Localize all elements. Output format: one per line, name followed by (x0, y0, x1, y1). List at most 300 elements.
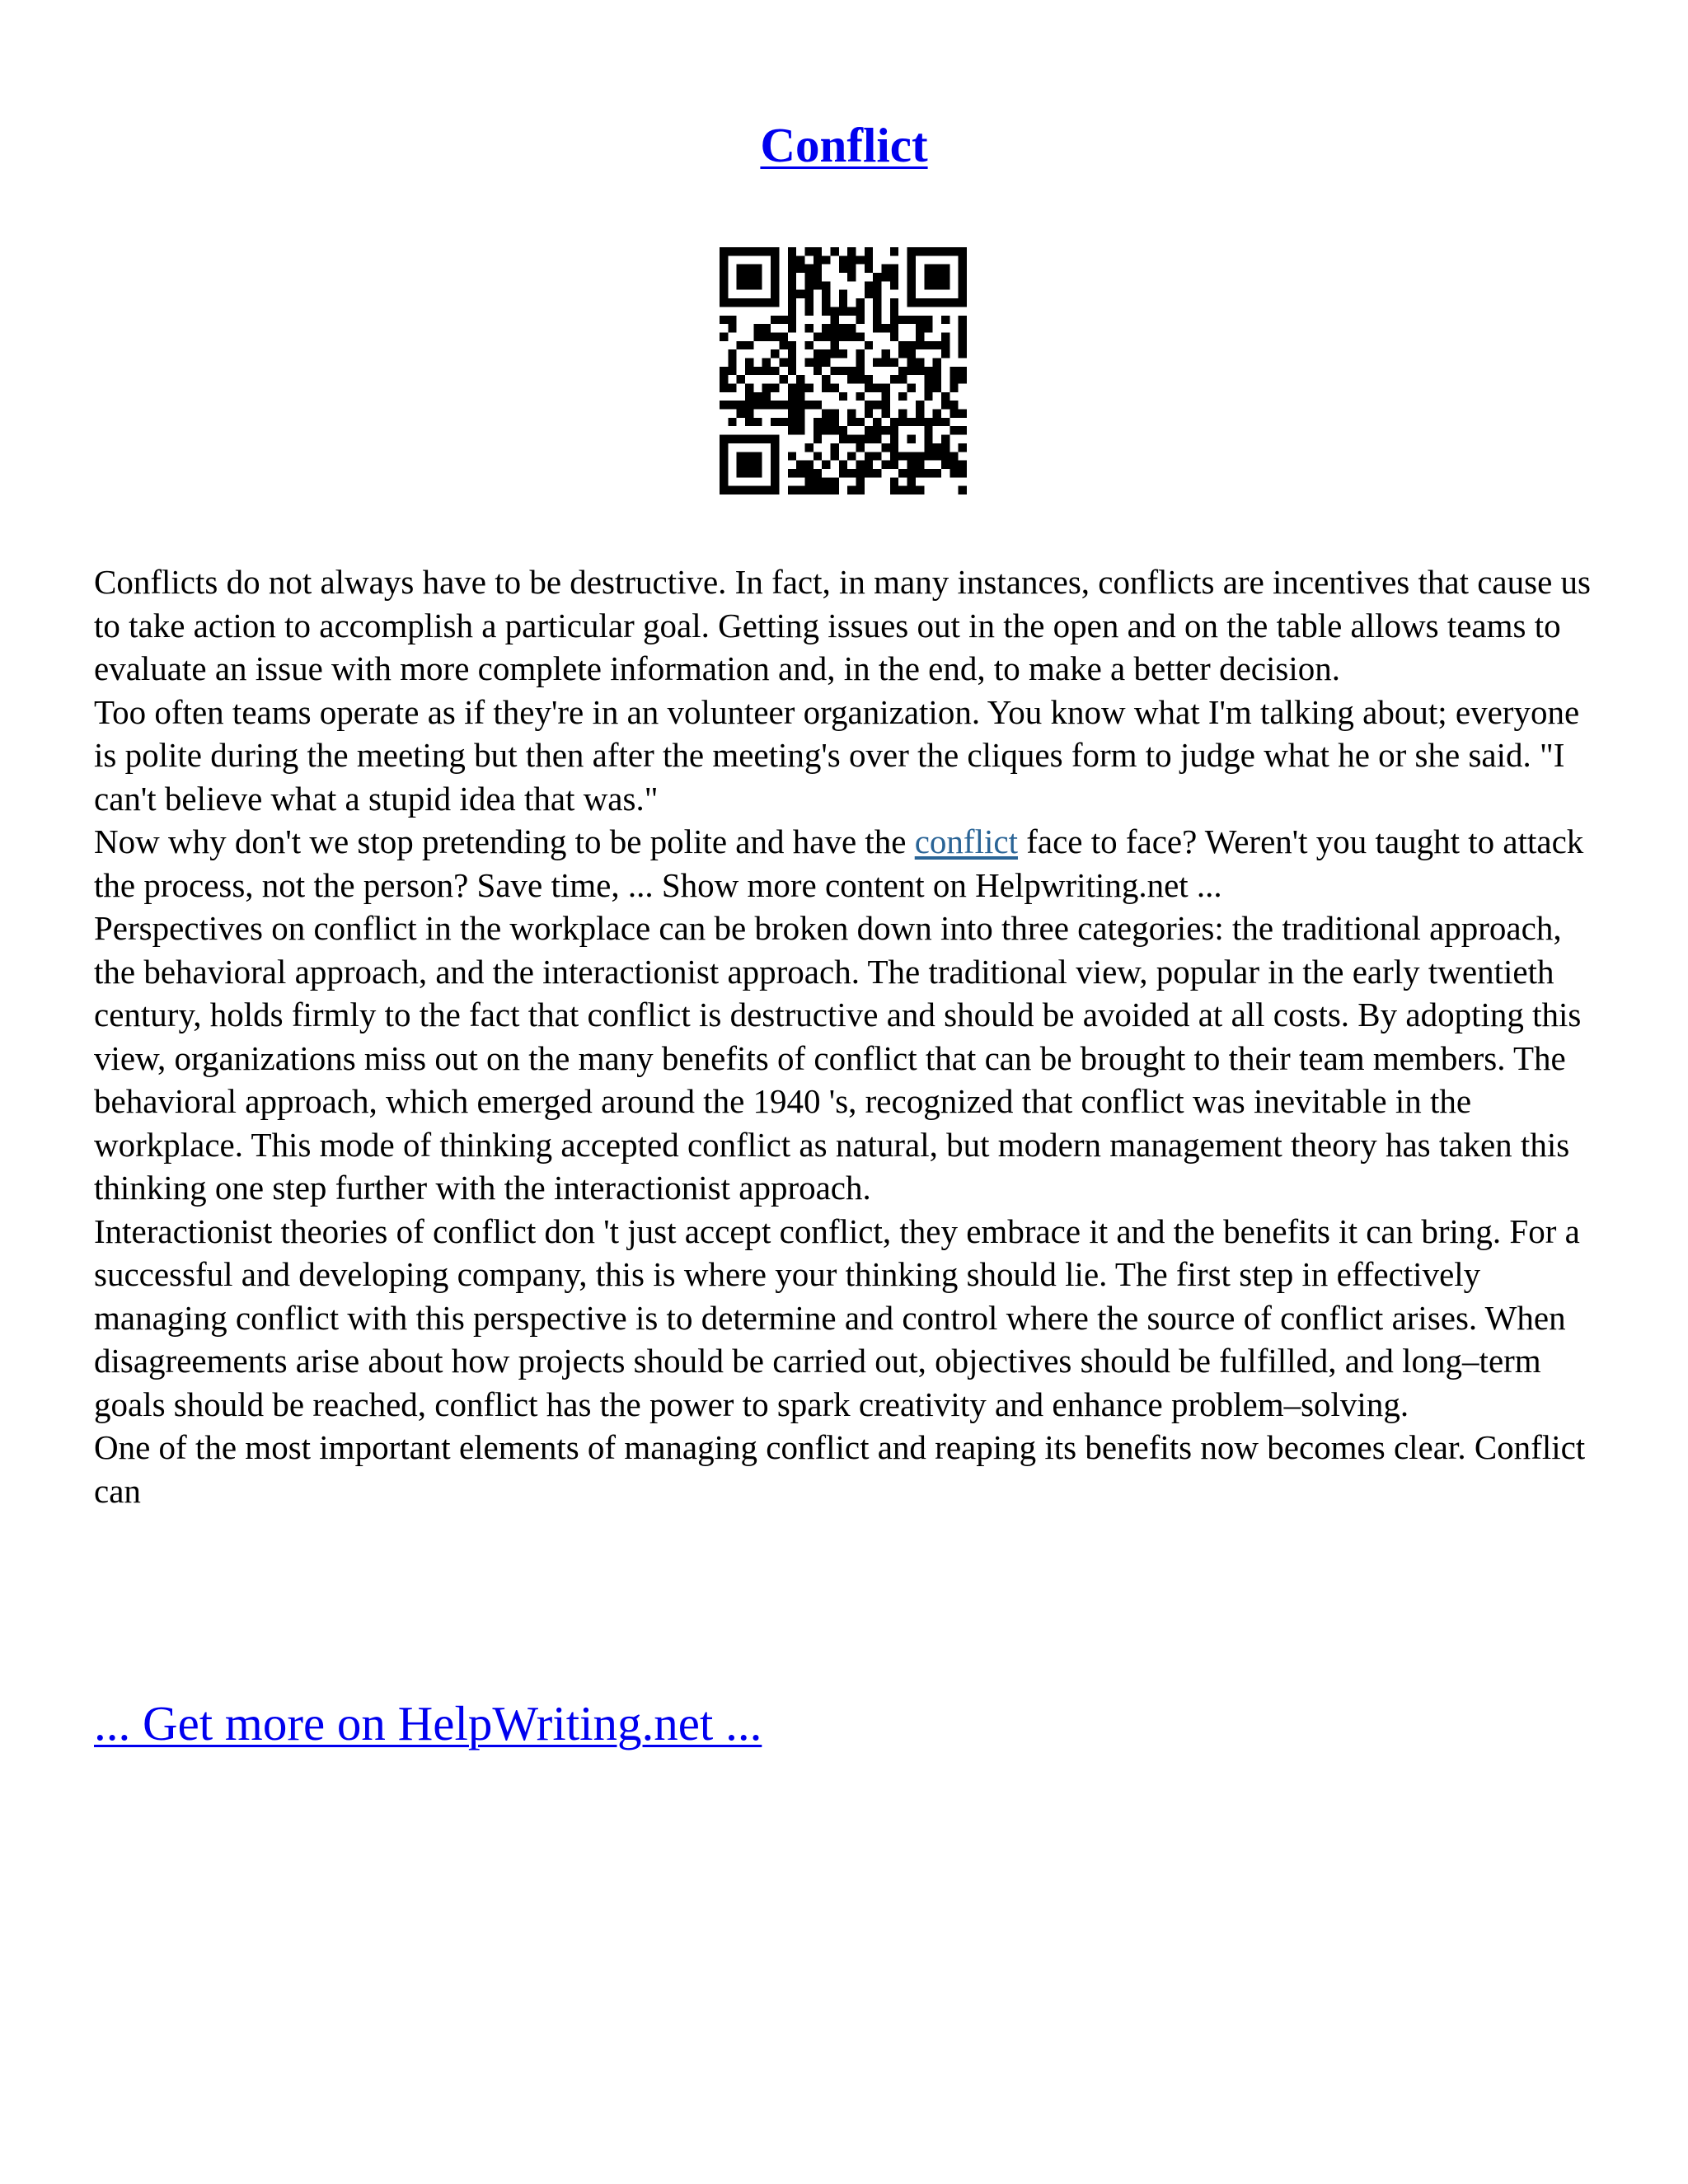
qr-module (737, 341, 745, 349)
conflict-inline-link[interactable]: conflict (914, 823, 1018, 860)
qr-module (771, 367, 779, 375)
paragraph-text: face to face? Weren't you taught to attack the process, not the person? Save time, ... Show more content on Helpwriting.net ... (94, 823, 1584, 904)
qr-module (847, 375, 856, 383)
qr-module (907, 367, 916, 375)
qr-module (720, 273, 728, 281)
qr-module (898, 486, 907, 494)
qr-module (959, 255, 967, 264)
qr-module (804, 358, 813, 366)
qr-module (941, 281, 950, 289)
qr-module (907, 281, 916, 289)
qr-module (762, 367, 771, 375)
qr-module (882, 265, 890, 273)
qr-module (873, 401, 881, 409)
qr-module (890, 358, 898, 366)
qr-module (907, 290, 916, 298)
qr-module (924, 392, 932, 401)
qr-module (745, 273, 753, 281)
qr-module (839, 426, 847, 434)
qr-module (865, 426, 873, 434)
qr-module (941, 392, 950, 401)
qr-module (873, 435, 881, 443)
qr-module (865, 341, 873, 349)
qr-module (771, 452, 779, 460)
qr-module (745, 435, 753, 443)
qr-module (847, 486, 856, 494)
qr-module (788, 273, 796, 281)
qr-module (924, 281, 932, 289)
qr-module (856, 418, 865, 426)
paragraph: One of the most important elements of managing conflict and reaping its benefits now becomes clear. Conflict can (94, 1428, 1586, 1510)
qr-module (804, 290, 813, 298)
qr-module (737, 247, 745, 255)
qr-module (796, 255, 804, 264)
qr-module (916, 358, 924, 366)
qr-module (728, 435, 736, 443)
qr-module (779, 358, 787, 366)
qr-module (839, 469, 847, 477)
qr-module (916, 316, 924, 324)
qr-module (898, 367, 907, 375)
qr-module (907, 255, 916, 264)
qr-module (771, 384, 779, 392)
qr-module (771, 349, 779, 358)
qr-module (753, 324, 762, 332)
qr-module (898, 469, 907, 477)
qr-module (737, 410, 745, 418)
qr-module (830, 384, 838, 392)
qr-module (720, 384, 728, 392)
qr-module (788, 281, 796, 289)
qr-module (762, 392, 771, 401)
qr-module (822, 307, 830, 315)
qr-module (771, 401, 779, 409)
qr-module (916, 410, 924, 418)
qr-module (762, 247, 771, 255)
qr-module (873, 316, 881, 324)
qr-module (873, 358, 881, 366)
qr-module (924, 247, 932, 255)
qr-module (950, 375, 958, 383)
qr-module (720, 469, 728, 477)
qr-module (796, 418, 804, 426)
qr-module (796, 469, 804, 477)
qr-module (745, 384, 753, 392)
qr-module (830, 349, 838, 358)
qr-module (804, 307, 813, 315)
qr-module (924, 265, 932, 273)
qr-module (728, 358, 736, 366)
qr-module (882, 273, 890, 281)
qr-module (916, 486, 924, 494)
qr-module (745, 247, 753, 255)
qr-module (839, 367, 847, 375)
qr-module (737, 375, 745, 383)
qr-module (907, 316, 916, 324)
qr-module (847, 255, 856, 264)
qr-module (796, 410, 804, 418)
qr-module (796, 392, 804, 401)
qr-module (950, 401, 958, 409)
qr-module (830, 316, 838, 324)
qr-module (959, 273, 967, 281)
qr-module (933, 273, 941, 281)
qr-module (890, 281, 898, 289)
qr-module (856, 307, 865, 315)
qr-module (890, 332, 898, 340)
qr-module (959, 290, 967, 298)
qr-module (916, 461, 924, 469)
qr-module (771, 281, 779, 289)
qr-module (804, 281, 813, 289)
paragraph: Conflicts do not always have to be destructive. In fact, in many instances, conflicts are incentives that cause us to take action to accomplish a particular goal. Getting issues out in the open and on the table allows teams to evaluate an issue with more complete information and, in the end, to make a better decision. (94, 563, 1591, 687)
qr-module (873, 273, 881, 281)
qr-module (890, 486, 898, 494)
qr-module (933, 281, 941, 289)
qr-module (865, 281, 873, 289)
qr-module (882, 358, 890, 366)
qr-module (788, 367, 796, 375)
qr-module (830, 443, 838, 452)
qr-module (728, 384, 736, 392)
qr-module (753, 435, 762, 443)
qr-module (762, 298, 771, 307)
qr-module (771, 290, 779, 298)
qr-module (933, 418, 941, 426)
qr-module (924, 435, 932, 443)
qr-module (822, 410, 830, 418)
qr-module (890, 435, 898, 443)
qr-module (890, 324, 898, 332)
qr-module (959, 410, 967, 418)
qr-module (856, 435, 865, 443)
qr-module (941, 435, 950, 443)
qr-module (804, 461, 813, 469)
qr-module (890, 265, 898, 273)
qr-module (814, 281, 822, 289)
qr-module (916, 452, 924, 460)
qr-module (924, 375, 932, 383)
qr-module (762, 486, 771, 494)
qr-module (941, 265, 950, 273)
qr-module (959, 461, 967, 469)
qr-module (804, 384, 813, 392)
qr-module (737, 461, 745, 469)
qr-module (950, 461, 958, 469)
qr-module (873, 324, 881, 332)
qr-module (924, 316, 932, 324)
qr-module (745, 265, 753, 273)
qr-module (933, 367, 941, 375)
qr-module (873, 384, 881, 392)
qr-module (796, 375, 804, 383)
qr-module (856, 367, 865, 375)
qr-module (924, 426, 932, 434)
qr-module (728, 316, 736, 324)
qr-module (788, 452, 796, 460)
qr-module (788, 358, 796, 366)
qr-module (720, 316, 728, 324)
qr-module (933, 341, 941, 349)
qr-module (771, 247, 779, 255)
qr-module (959, 349, 967, 358)
qr-module (762, 384, 771, 392)
qr-module (779, 401, 787, 409)
qr-module (865, 410, 873, 418)
qr-module (804, 401, 813, 409)
qr-module (847, 247, 856, 255)
qr-module (890, 273, 898, 281)
qr-module (924, 452, 932, 460)
qr-module (788, 265, 796, 273)
qr-module (907, 298, 916, 307)
qr-module (907, 349, 916, 358)
qr-module (753, 281, 762, 289)
qr-module (753, 273, 762, 281)
qr-module (890, 307, 898, 315)
qr-module (882, 392, 890, 401)
qr-module (882, 426, 890, 434)
qr-module (933, 375, 941, 383)
qr-module (788, 255, 796, 264)
qr-module (882, 349, 890, 358)
qr-module (822, 384, 830, 392)
qr-module (865, 247, 873, 255)
qr-module (907, 384, 916, 392)
qr-module (788, 410, 796, 418)
qr-module (898, 410, 907, 418)
qr-module (830, 486, 838, 494)
qr-module (822, 324, 830, 332)
qr-module (771, 265, 779, 273)
qr-module (720, 477, 728, 485)
qr-module (950, 452, 958, 460)
qr-module (745, 486, 753, 494)
qr-module (796, 384, 804, 392)
qr-module (720, 255, 728, 264)
qr-module (788, 298, 796, 307)
qr-module (890, 316, 898, 324)
qr-module (916, 332, 924, 340)
qr-module (771, 477, 779, 485)
qr-module (779, 316, 787, 324)
qr-module (882, 461, 890, 469)
qr-module (856, 358, 865, 366)
qr-module (941, 298, 950, 307)
qr-module (762, 435, 771, 443)
qr-module (959, 316, 967, 324)
qr-module (890, 375, 898, 383)
qr-module (873, 418, 881, 426)
qr-module (822, 358, 830, 366)
qr-module (933, 443, 941, 452)
qr-module (907, 469, 916, 477)
qr-module (771, 461, 779, 469)
qr-module (771, 255, 779, 264)
qr-module (771, 443, 779, 452)
qr-module (720, 290, 728, 298)
qr-module (898, 375, 907, 383)
qr-module (728, 401, 736, 409)
qr-module (916, 401, 924, 409)
qr-module (788, 316, 796, 324)
qr-module (856, 349, 865, 358)
qr-module (865, 384, 873, 392)
qr-module (804, 273, 813, 281)
qr-module (916, 469, 924, 477)
qr-module (804, 247, 813, 255)
paragraph-text: Now why don't we stop pretending to be polite and have the (94, 823, 915, 860)
paragraph: Interactionist theories of conflict don 't just accept conflict, they embrace it and the benefits it can bring. For a successful and developing company, this is where your thinking should lie. The first step in effectively managing conflict with this perspective is to determine and control where the source of conflict arises. When disagreements arise about how projects should be carried out, objectives should be fulfilled, and long–term goals should be reached, conflict has the power to spark creativity and enhance problem–solving. (94, 1212, 1580, 1423)
qr-module (882, 443, 890, 452)
qr-module (720, 461, 728, 469)
qr-module (814, 426, 822, 434)
qr-module (753, 418, 762, 426)
qr-module (737, 486, 745, 494)
qr-module (822, 461, 830, 469)
qr-module (898, 392, 907, 401)
qr-module (771, 486, 779, 494)
qr-module (737, 435, 745, 443)
qr-module (933, 265, 941, 273)
qr-module (890, 298, 898, 307)
qr-module (762, 358, 771, 366)
qr-module (720, 298, 728, 307)
qr-module (796, 486, 804, 494)
qr-module (959, 281, 967, 289)
qr-module (814, 401, 822, 409)
qr-module (737, 401, 745, 409)
qr-module (745, 367, 753, 375)
qr-module (924, 384, 932, 392)
qr-module (916, 298, 924, 307)
qr-module (830, 332, 838, 340)
qr-module (873, 298, 881, 307)
qr-module (941, 247, 950, 255)
qr-module (916, 324, 924, 332)
qr-module (856, 461, 865, 469)
qr-module (804, 443, 813, 452)
qr-module (822, 298, 830, 307)
qr-module (822, 426, 830, 434)
qr-module (959, 247, 967, 255)
qr-module (830, 341, 838, 349)
qr-module (814, 255, 822, 264)
qr-module (933, 410, 941, 418)
qr-module (839, 461, 847, 469)
qr-module (753, 452, 762, 460)
qr-module (847, 452, 856, 460)
qr-module (898, 316, 907, 324)
qr-module (924, 324, 932, 332)
qr-module (847, 273, 856, 281)
qr-module (745, 281, 753, 289)
qr-module (941, 332, 950, 340)
qr-module (890, 477, 898, 485)
qr-module (924, 443, 932, 452)
qr-module (788, 247, 796, 255)
qr-module (762, 324, 771, 332)
qr-module (839, 435, 847, 443)
qr-module (779, 375, 787, 383)
qr-module (737, 298, 745, 307)
paragraph (94, 820, 1602, 907)
qr-module (865, 435, 873, 443)
qr-module (907, 418, 916, 426)
qr-module (959, 324, 967, 332)
qr-module (788, 349, 796, 358)
qr-module (916, 418, 924, 426)
qr-module (873, 307, 881, 315)
qr-module (762, 401, 771, 409)
qr-module (728, 367, 736, 375)
qr-module (788, 307, 796, 315)
qr-module (941, 273, 950, 281)
qr-module (745, 418, 753, 426)
qr-module (941, 452, 950, 460)
title-link[interactable]: Conflict (760, 118, 928, 172)
qr-module (959, 443, 967, 452)
qr-module (788, 290, 796, 298)
qr-module (907, 461, 916, 469)
qr-module (753, 401, 762, 409)
qr-module (830, 410, 838, 418)
qr-module (924, 469, 932, 477)
qr-module (933, 358, 941, 366)
qr-module (959, 341, 967, 349)
get-more-link[interactable]: ... Get more on HelpWriting.net ... (94, 1696, 762, 1750)
qr-module (873, 469, 881, 477)
qr-module (959, 375, 967, 383)
qr-module (745, 401, 753, 409)
qr-module (882, 401, 890, 409)
qr-module (728, 324, 736, 332)
qr-module (753, 265, 762, 273)
qr-module (822, 255, 830, 264)
qr-module (822, 349, 830, 358)
qr-module (804, 341, 813, 349)
qr-module (830, 307, 838, 315)
qr-module (959, 265, 967, 273)
qr-module (856, 392, 865, 401)
qr-module (890, 443, 898, 452)
qr-module (924, 367, 932, 375)
qr-module (941, 418, 950, 426)
qr-module (856, 255, 865, 264)
qr-module (728, 349, 736, 358)
qr-module (907, 273, 916, 281)
qr-module (728, 486, 736, 494)
qr-module (814, 452, 822, 460)
qr-module (720, 265, 728, 273)
qr-module (941, 341, 950, 349)
qr-module (745, 341, 753, 349)
qr-module (830, 324, 838, 332)
qr-module (745, 410, 753, 418)
qr-module (737, 265, 745, 273)
title-container (0, 114, 1688, 176)
qr-module (959, 332, 967, 340)
qr-module (941, 401, 950, 409)
qr-module (890, 247, 898, 255)
qr-module (788, 384, 796, 392)
qr-module (796, 426, 804, 434)
qr-module (804, 324, 813, 332)
qr-module (898, 452, 907, 460)
qr-module (814, 273, 822, 281)
qr-module (814, 332, 822, 340)
qr-module (847, 324, 856, 332)
